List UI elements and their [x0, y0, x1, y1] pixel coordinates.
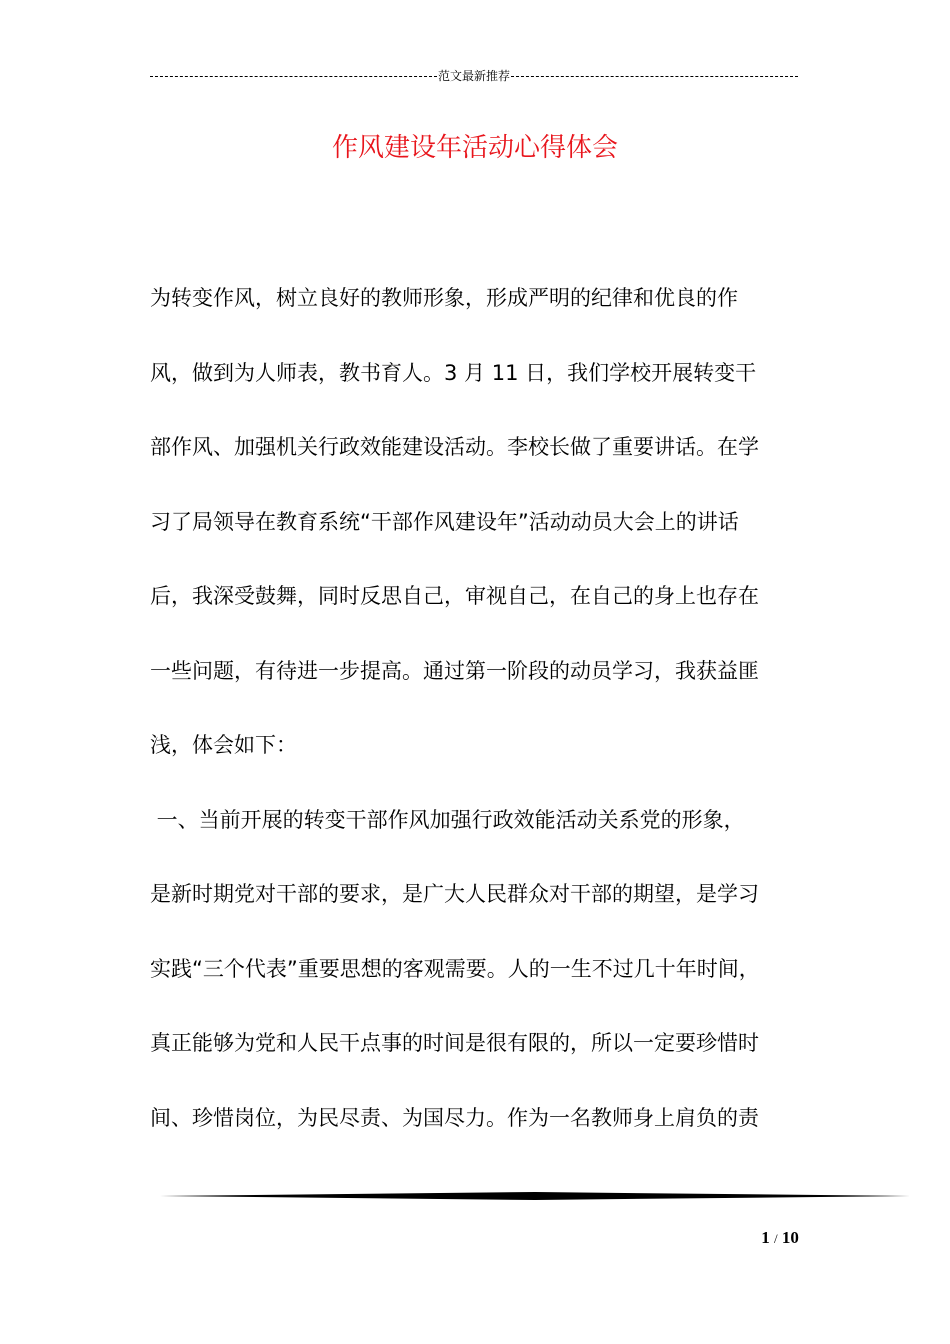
body-line: 一些问题，有待进一步提高。通过第一阶段的动员学习，我获益匪: [150, 658, 759, 683]
body-line: 浅，体会如下：: [150, 733, 297, 757]
document-title: 作风建设年活动心得体会: [331, 133, 618, 163]
header-label: 范文最新推荐: [438, 69, 511, 83]
header-dashes-right: [511, 76, 798, 77]
body-line: 部作风、加强机关行政效能建设活动。李校长做了重要讲话。在学: [150, 435, 759, 459]
body-line: 实践“三个代表”重要思想的客观需要。人的一生不过几十年时间，: [150, 956, 760, 981]
body-line: 一、当前开展的转变干部作风加强行政效能活动关系党的形象，: [150, 807, 745, 832]
page-header: [150, 68, 798, 84]
current-page: 1: [761, 1228, 770, 1247]
total-pages: 10: [781, 1228, 799, 1247]
body-line: 风，做到为人师表，教书育人。3 月 11 日，我们学校开展转变干: [150, 360, 757, 385]
body-line: 真正能够为党和人民干点事的时间是很有限的，所以一定要珍惜时: [150, 1031, 759, 1055]
document-body: [150, 276, 810, 1170]
page-separator: /: [773, 1231, 778, 1246]
footer-divider: [160, 1188, 910, 1204]
body-line: 习了局领导在教育系统“干部作风建设年”活动动员大会上的讲话: [150, 509, 739, 534]
body-line: 后，我深受鼓舞，同时反思自己，审视自己，在自己的身上也存在: [150, 584, 759, 608]
body-line: 为转变作风，树立良好的教师形象，形成严明的纪律和优良的作: [150, 286, 738, 310]
body-line: 间、珍惜岗位，为民尽责、为国尽力。作为一名教师身上肩负的责: [150, 1105, 759, 1130]
page-number: [740, 1226, 820, 1251]
header-dashes-left: [150, 76, 437, 77]
body-line: 是新时期党对干部的要求，是广大人民群众对干部的期望，是学习: [150, 882, 759, 906]
